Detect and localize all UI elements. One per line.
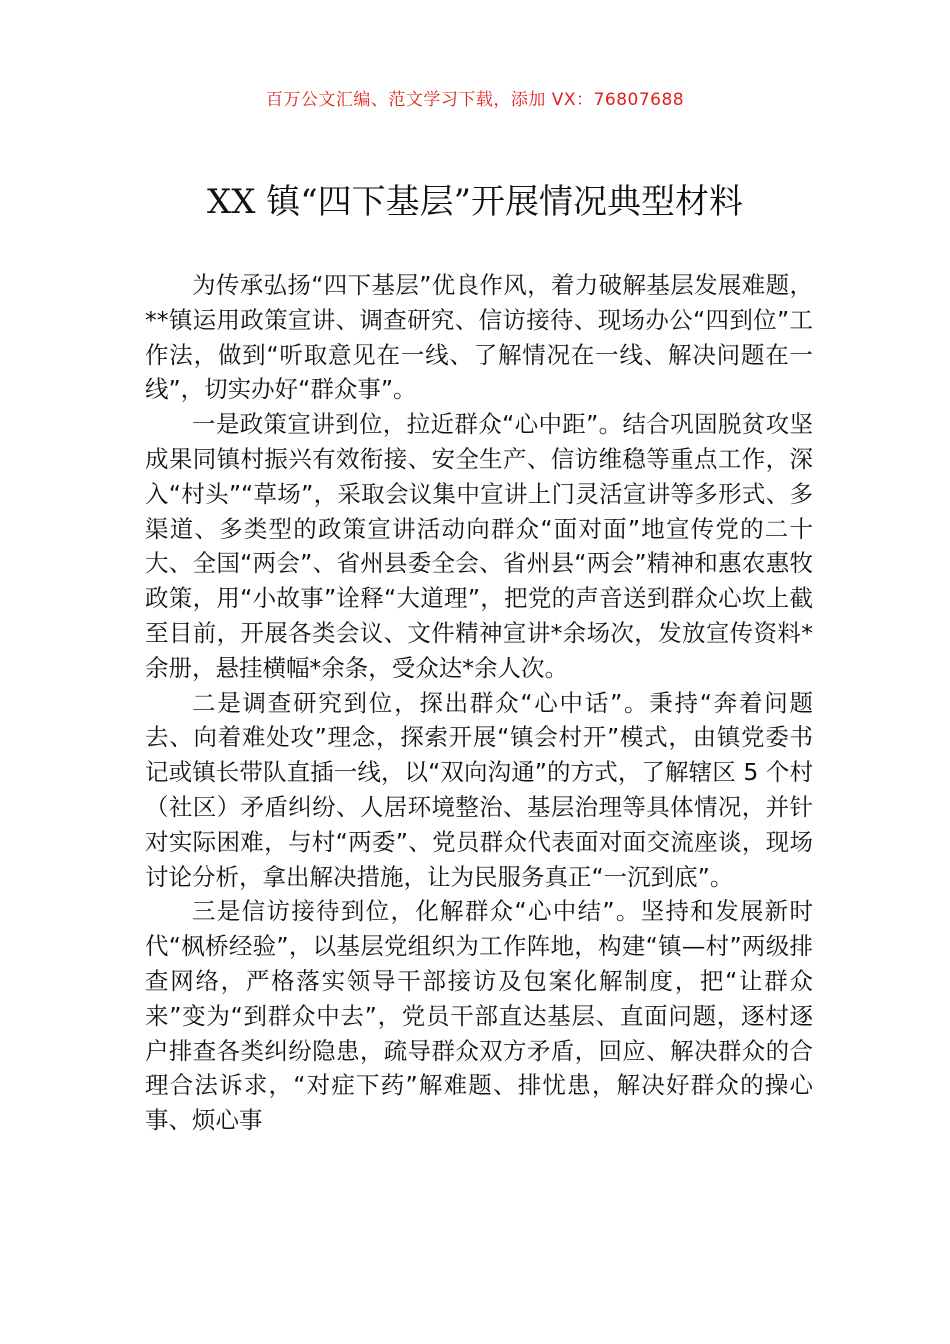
paragraph-petition-reception: 三是信访接待到位，化解群众“心中结”。坚持和发展新时代“枫桥经验”，以基层党组织为工作阵地，构建“镇—村”两级排查网络，严格落实领导干部接访及包案化解制度，把“让群众来”变为“到群众中去”，党员干部直达基层、直面问题，逐村逐户排查各类纠纷隐患，疏导群众双方矛盾，回应、解决群众的合理合法诉求，“对症下药”解难题、排忧患，解决好群众的操心事、烦心事 xyxy=(145,897,813,1135)
document-body xyxy=(145,268,813,1138)
paragraph-research: 二是调查研究到位，探出群众“心中话”。秉持“奔着问题去、向着难处攻”理念，探索开展“镇会村开”模式，由镇党委书记或镇长带队直插一线，以“双向沟通”的方式，了解辖区 5 个村（社区）矛盾纠纷、人居环境整治、基层治理等具体情况，并针对实际困难，与村“两委”、党员群众代表面对面交流座谈，现场讨论分析，拿出解决措施，让为民服务真正“一沉到底”。 xyxy=(145,688,813,891)
document-title: XX 镇“四下基层”开展情况典型材料 xyxy=(207,182,743,222)
watermark-header: 百万公文汇编、范文学习下载，添加 VX：76807688 xyxy=(265,90,685,110)
paragraph-policy-promotion: 一是政策宣讲到位，拉近群众“心中距”。结合巩固脱贫攻坚成果同镇村振兴有效衔接、安全生产、信访维稳等重点工作，深入“村头”“草场”，采取会议集中宣讲上门灵活宣讲等多形式、多渠道、多类型的政策宣讲活动向群众“面对面”地宣传党的二十大、全国“两会”、省州县委全会、省州县“两会”精神和惠农惠牧政策，用“小故事”诠释“大道理”，把党的声音送到群众心坎上截至目前，开展各类会议、文件精神宣讲*余场次，发放宣传资料*余册，悬挂横幅*余条，受众达*余人次。 xyxy=(145,410,813,682)
paragraph-intro: 为传承弘扬“四下基层”优良作风，着力破解基层发展难题，**镇运用政策宣讲、调查研究、信访接待、现场办公“四到位”工作法，做到“听取意见在一线、了解情况在一线、解决问题在一线”，切实办好“群众事”。 xyxy=(145,271,813,404)
